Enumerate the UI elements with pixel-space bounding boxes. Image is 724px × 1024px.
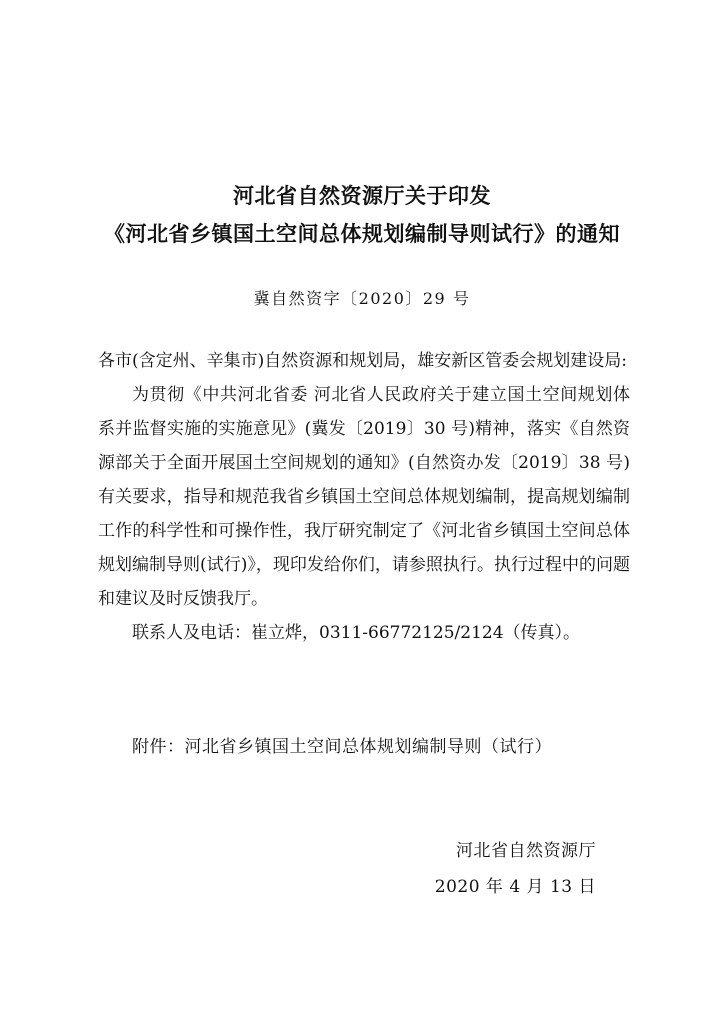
main-paragraph: 为贯彻《中共河北省委 河北省人民政府关于建立国土空间规划体系并监督实施的实施意见》(冀发〔2019〕30 号)精神，落实《自然资源部关于全面开展国土空间规划的通知》(自然资办发〔2019〕38 号)有关要求，指导和规范我省乡镇国土空间总体规划编制，提高规划编制工作的科学性和可操作性，我厅研究制定了《河北省乡镇国土空间总体规划编制导则(试行)》，现印发给你们，请参照执行。执行过程中的问题和建议及时反馈我厅。	[98, 385, 630, 609]
attachment-line: 附件：河北省乡镇国土空间总体规划编制导则（试行）	[132, 737, 552, 757]
addressee: 各市(含定州、辛集市)自然资源和规划局，雄安新区管委会规划建设局:	[98, 351, 627, 371]
title-line-1: 河北省自然资源厅关于印发	[233, 184, 491, 208]
document-body	[98, 344, 630, 650]
issue-date: 2020 年 4 月 13 日	[434, 877, 596, 897]
issuer-name: 河北省自然资源厅	[456, 841, 596, 861]
document-number: 冀自然资字〔2020〕29 号	[253, 289, 471, 308]
title-line-2: 《河北省乡镇国土空间总体规划编制导则试行》的通知	[104, 222, 620, 246]
contact-line: 联系人及电话：崔立烨，0311-66772125/2124（传真）。	[132, 623, 581, 643]
